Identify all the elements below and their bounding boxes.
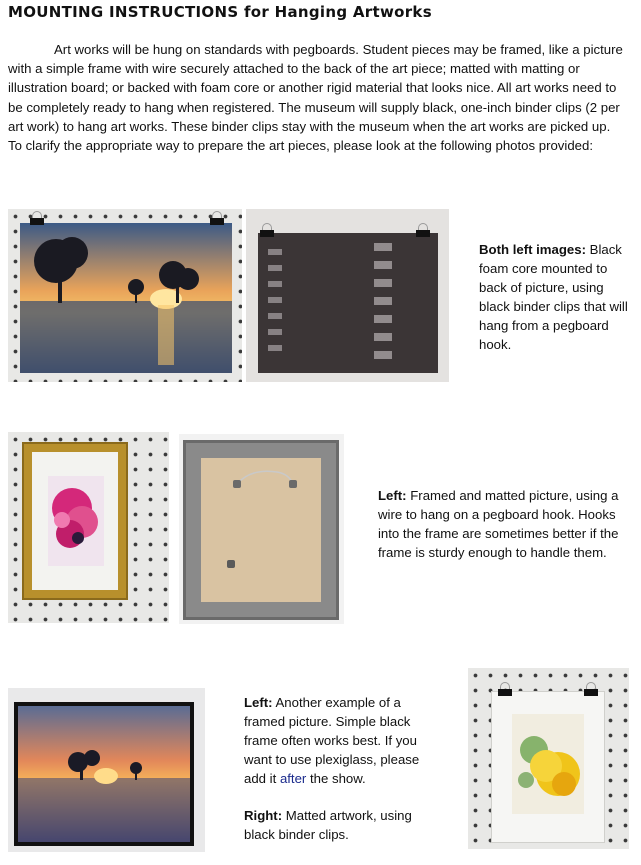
tape-marks-right xyxy=(374,243,392,359)
binder-clip-icon xyxy=(416,223,430,237)
frame-clip xyxy=(227,560,235,568)
caption-foamcore xyxy=(479,240,629,354)
photo-black-framed xyxy=(8,688,205,852)
tape-marks-left xyxy=(268,249,282,359)
caption-matted xyxy=(244,806,434,844)
hanging-wire xyxy=(201,458,321,518)
photo-sunset-clipped xyxy=(8,209,242,382)
caption-matted-label: Right: xyxy=(244,808,283,823)
black-frame-sunset-image xyxy=(8,688,205,852)
page-title: MOUNTING INSTRUCTIONS for Hanging Artworks xyxy=(8,3,432,21)
binder-clip-icon xyxy=(498,682,512,696)
caption-black-frame-after: after xyxy=(279,771,307,786)
yellow-flower-artwork xyxy=(512,714,584,814)
intro-text: Art works will be hung on standards with pegboards. Student pieces may be framed, like a picture with a simple frame with wire securely attached to the back of the art piece; matted with matting or illustration board; or backed with foam core or another rigid material that looks nice. All art works need to be completely ready to hang when registered. The museum will supply black, one-inch binder clips (2 per art work) to hang art works. These binder clips stay with the museum when the art works are picked up. To clarify the appropriate way to prepare the art pieces, please look at the following photos provided: xyxy=(8,42,623,154)
caption-framed-wire-text: Framed and matted picture, using a wire to hang on a pegboard hook. Hooks into the frame are sometimes better if the frame is sturdy enough to handle them. xyxy=(378,488,619,560)
caption-black-frame-text-2: the show. xyxy=(306,771,366,786)
foamcore-board xyxy=(258,233,438,373)
intro-paragraph xyxy=(8,40,626,155)
photo-matted-clipped xyxy=(468,668,629,849)
binder-clip-icon xyxy=(30,211,44,225)
pink-flower-artwork xyxy=(48,476,104,566)
caption-black-frame xyxy=(244,693,434,788)
caption-framed-wire xyxy=(378,486,634,574)
photo-foamcore-back xyxy=(246,209,449,382)
caption-foamcore-label: Both left images: xyxy=(479,242,586,257)
sunset-print-image xyxy=(8,209,242,382)
caption-black-frame-label: Left: xyxy=(244,695,273,710)
photo-silver-frame-back xyxy=(179,434,344,624)
binder-clip-icon xyxy=(210,211,224,225)
binder-clip-icon xyxy=(260,223,274,237)
caption-black-frame-text-1: Another example of a framed picture. Simple black frame often works best. If you want to use plexiglass, please add it xyxy=(244,695,420,786)
photo-gold-framed xyxy=(8,432,169,623)
caption-framed-wire-label: Left: xyxy=(378,488,407,503)
caption-foamcore-text: Black foam core mounted to back of picture, using black binder clips that will hang from a pegboard hook. xyxy=(479,242,628,352)
caption-matted-text: Matted artwork, using black binder clips. xyxy=(244,808,412,842)
binder-clip-icon xyxy=(584,682,598,696)
